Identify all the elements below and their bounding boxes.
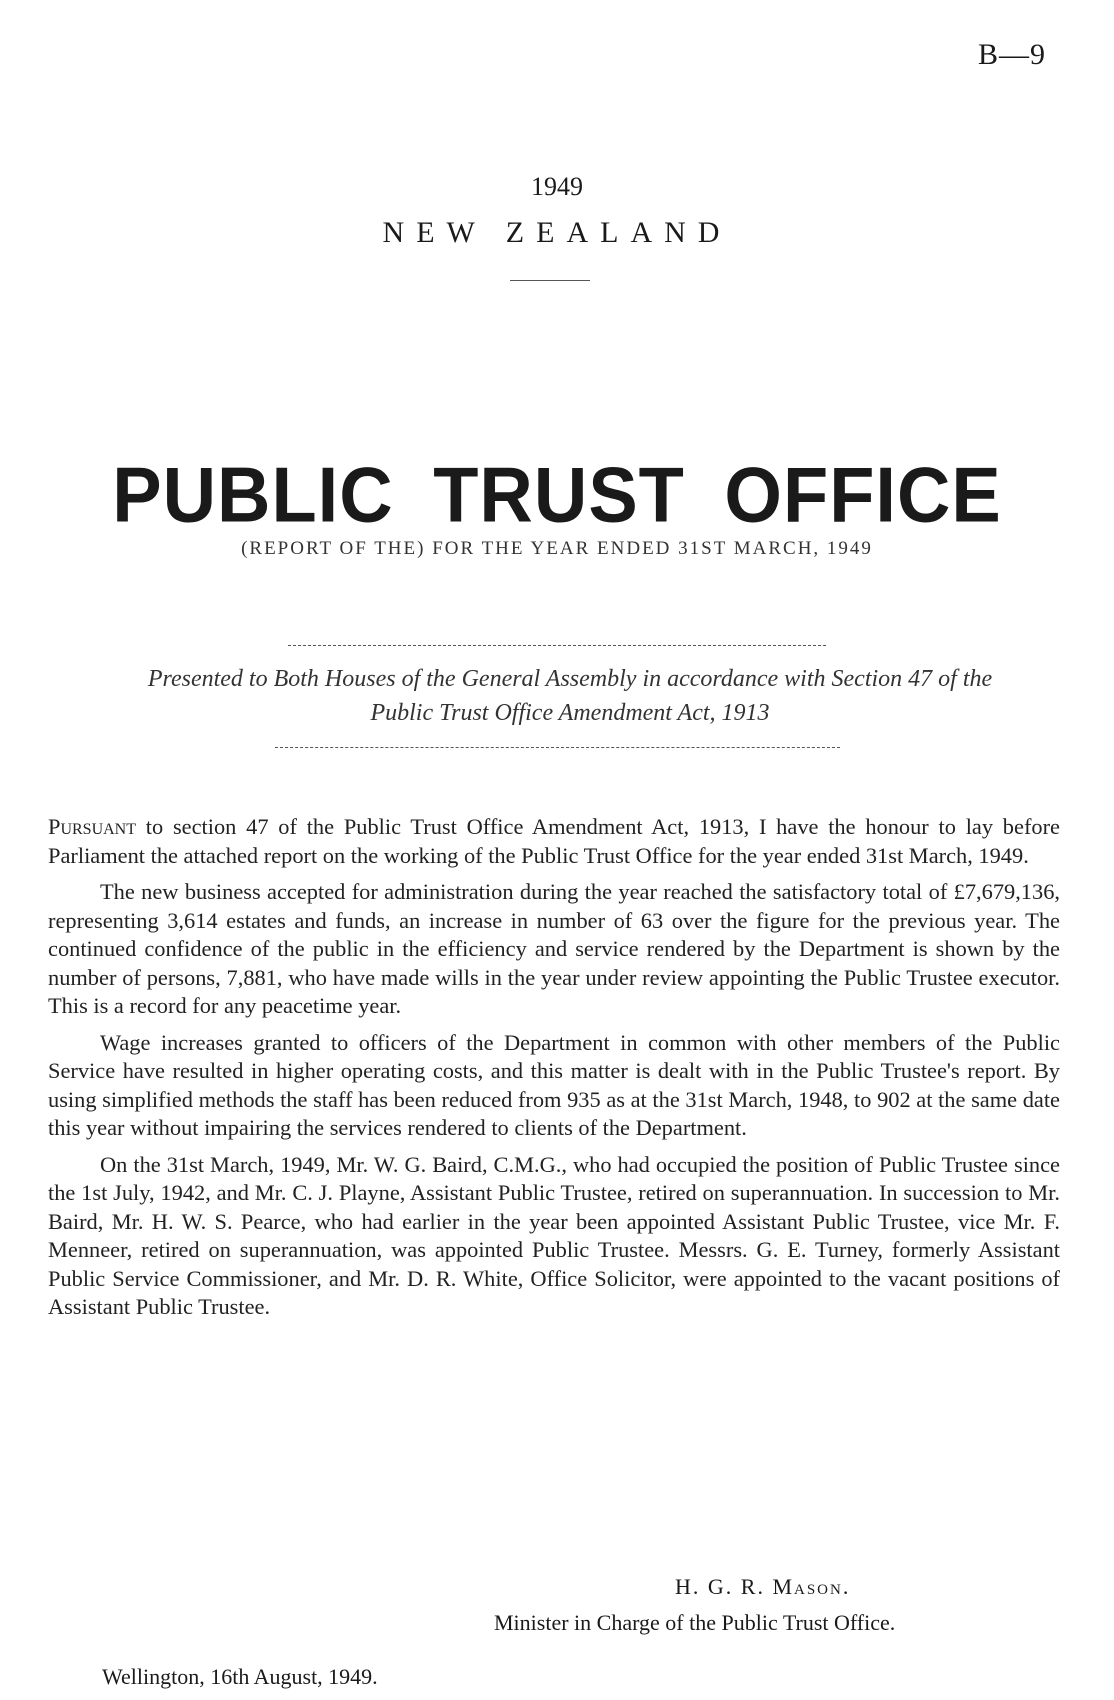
country-heading: NEW ZEALAND: [382, 216, 732, 249]
paragraph-1: [48, 813, 1060, 870]
signatory-name: H. G. R. Mason.: [675, 1574, 851, 1599]
paragraph-4: On the 31st March, 1949, Mr. W. G. Baird, C.M.G., who had occupied the position of Public Trustee since the 1st July, 1942, and Mr. C. J. Playne, Assistant Public Trustee, retired on superannuation. In succession to Mr. Baird, Mr. H. W. S. Pearce, who had earlier in the year been appointed Assistant Public Trustee, vice Mr. F. Menneer, retired on superannuation, was appointed Public Trustee. Messrs. G. E. Turney, formerly Assistant Public Service Commissioner, and Mr. D. R. White, Office Solicitor, were appointed to the vacant positions of Assistant Public Trustee.: [48, 1151, 1060, 1319]
presentation-line-2: Public Trust Office Amendment Act, 1913: [370, 700, 770, 726]
divider-upper: [288, 645, 826, 646]
presentation-line-1: Presented to Both Houses of the General Assembly in accordance with Section 47 of the: [147, 666, 993, 692]
page-reference: B—9: [977, 38, 1046, 71]
divider-short: [510, 280, 590, 281]
document-subtitle: (REPORT OF THE) FOR THE YEAR ENDED 31ST MARCH, 1949: [241, 538, 873, 559]
report-body: [48, 813, 1060, 1330]
divider-lower: [275, 747, 840, 748]
paragraph-3: Wage increases granted to officers of the Department in common with other members of the Public Service have resulted in higher operating costs, and this matter is dealt with in the Public Trustee's report. By using simplified methods the staff has been reduced from 935 as at the 31st March, 1948, to 902 at the same date this year without impairing the services rendered to clients of the Department.: [48, 1029, 1060, 1140]
place-and-date: Wellington, 16th August, 1949.: [102, 1664, 378, 1689]
presentation-note: [80, 662, 1060, 730]
signatory-title: Minister in Charge of the Public Trust Office.: [494, 1610, 896, 1635]
publication-year: 1949: [531, 172, 583, 201]
paragraph-1-text: to section 47 of the Public Trust Office Amendment Act, 1913, I have the honour to lay before Parliament the attached report on the working of the Public Trust Office for the year ended 31st March, 1949.: [48, 814, 1060, 868]
paragraph-2: The new business accepted for administration during the year reached the satisfactory total of £7,679,136, representing 3,614 estates and funds, an increase in number of 63 over the figure for the previous year. The continued confidence of the public in the efficiency and service rendered by the Department is shown by the number of persons, 7,881, who have made wills in the year under review appointing the Public Trustee executor. This is a record for any peacetime year.: [48, 879, 1060, 1018]
document-title: PUBLIC TRUST OFFICE: [112, 450, 1002, 539]
paragraph-1-lead: Pursuant: [48, 814, 137, 839]
